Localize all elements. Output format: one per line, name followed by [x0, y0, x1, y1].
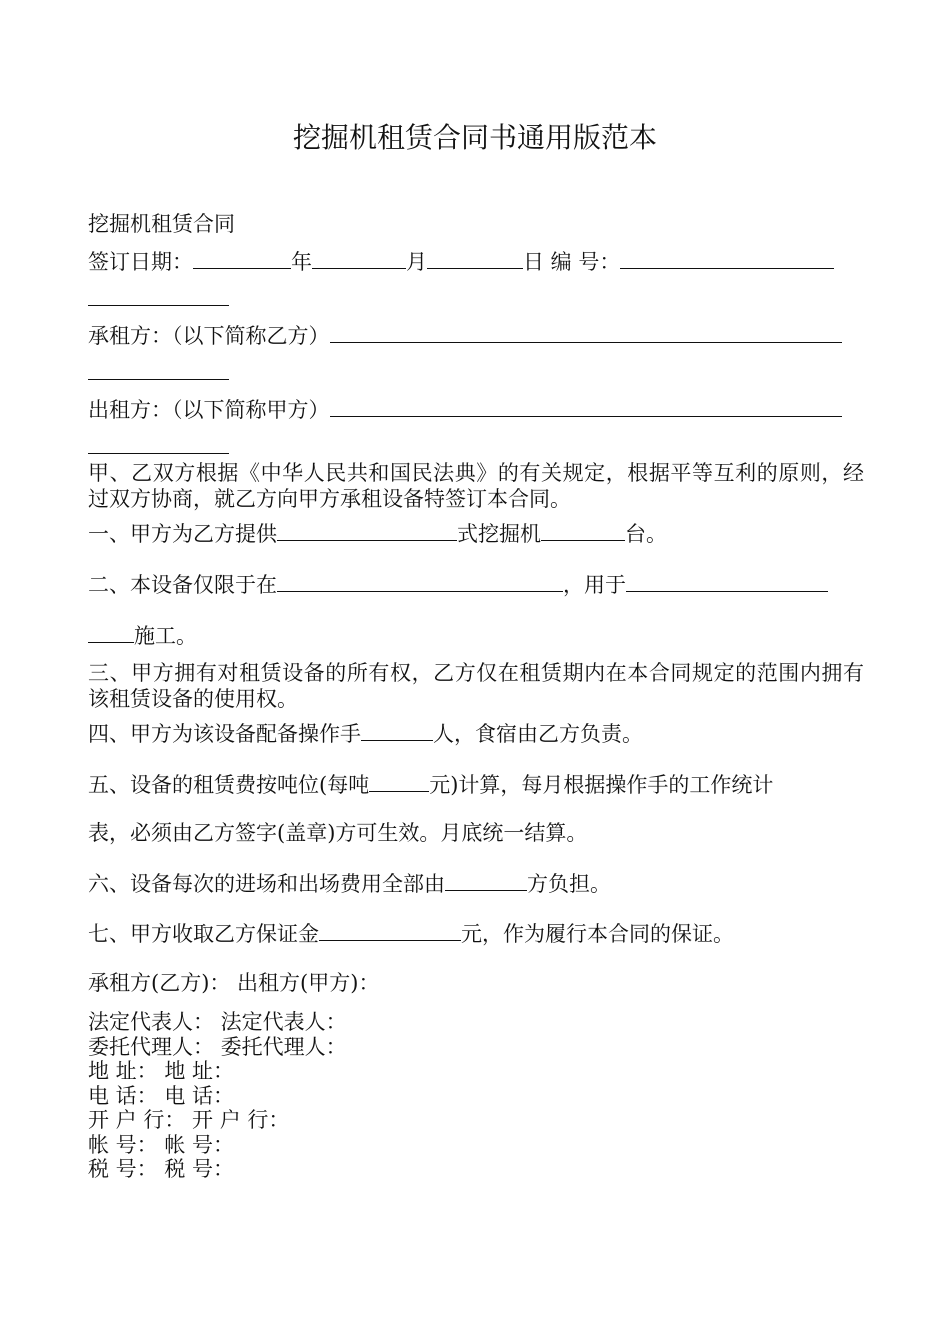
contract-name: 挖掘机租赁合同: [88, 212, 235, 236]
signature-row-agent: 委托代理人： 委托代理人：: [88, 1035, 347, 1059]
clause-2-text-b: ，用于: [563, 573, 626, 597]
month-blank: [312, 246, 406, 269]
clause-5: [88, 769, 773, 799]
lessor-blank: [330, 394, 842, 417]
lessee-line: [88, 320, 842, 350]
clause-1: [88, 518, 667, 548]
signature-parties: 承租方(乙方)： 出租方(甲方)：: [88, 971, 380, 995]
month-label: 月: [406, 250, 427, 274]
sign-date-line: [88, 246, 834, 276]
lessor-blank-cont: [88, 431, 229, 454]
clause-4: [88, 718, 643, 748]
sign-date-line-cont: [88, 283, 229, 313]
clause-7-text-a: 七、甲方收取乙方保证金: [88, 922, 319, 946]
lessor-line: [88, 394, 842, 424]
clause-5-blank-price: [369, 769, 429, 792]
clause-1-blank-model: [277, 518, 457, 541]
clause-2-text-a: 二、本设备仅限于在: [88, 573, 277, 597]
lessor-label: 出租方：（以下简称甲方）: [88, 398, 330, 422]
clause-4-text-b: 人，食宿由乙方负责。: [433, 722, 643, 746]
clause-2-blank-purpose: [626, 569, 828, 592]
clause-3: 三、甲方拥有对租赁设备的所有权，乙方仅在租赁期内在本合同规定的范围内拥有该租赁设备的使用权。: [88, 661, 864, 711]
lessee-blank-cont: [88, 357, 229, 380]
day-blank: [427, 246, 523, 269]
signature-row-address: 地 址： 地 址：: [88, 1059, 235, 1083]
clause-4-blank-operators: [361, 718, 433, 741]
clause-1-text-b: 式挖掘机: [457, 522, 541, 546]
lessor-line-cont: [88, 431, 229, 461]
sign-date-label: 签订日期：: [88, 250, 193, 274]
clause-2-blank-purpose-cont: [88, 620, 134, 643]
lessee-line-cont: [88, 357, 229, 387]
clause-1-text-c: 台。: [625, 522, 667, 546]
clause-6-text-b: 方负担。: [527, 872, 611, 896]
clause-2-cont: [88, 620, 197, 650]
signature-row-legal-rep: 法定代表人： 法定代表人：: [88, 1010, 347, 1034]
clause-2-blank-location: [277, 569, 563, 592]
year-blank: [193, 246, 291, 269]
intro-paragraph: 甲、乙双方根据《中华人民共和国民法典》的有关规定，根据平等互利的原则，经过双方协商，就乙方向甲方承租设备特签订本合同。: [88, 461, 864, 511]
year-label: 年: [291, 250, 312, 274]
number-blank: [620, 246, 834, 269]
clause-5-text-b: 元)计算，每月根据操作手的工作统计: [429, 773, 774, 797]
clause-5-text-a: 五、设备的租赁费按吨位(每吨: [88, 773, 370, 797]
clause-7-blank-deposit: [319, 918, 461, 941]
lessee-blank: [330, 320, 842, 343]
clause-7: [88, 918, 734, 948]
lessee-label: 承租方：（以下简称乙方）: [88, 324, 330, 348]
clause-1-text-a: 一、甲方为乙方提供: [88, 522, 277, 546]
clause-6-blank-party: [445, 868, 527, 891]
signature-row-bank: 开 户 行： 开 户 行：: [88, 1108, 290, 1132]
signature-row-tax-id: 税 号： 税 号：: [88, 1157, 235, 1181]
clause-5-cont: 表，必须由乙方签字(盖章)方可生效。月底统一结算。: [88, 821, 588, 845]
document-title: 挖掘机租赁合同书通用版范本: [292, 121, 657, 154]
number-blank-cont: [88, 283, 229, 306]
clause-4-text-a: 四、甲方为该设备配备操作手: [88, 722, 361, 746]
clause-6-text-a: 六、设备每次的进场和出场费用全部由: [88, 872, 445, 896]
clause-2: [88, 569, 828, 599]
clause-2-text-c: 施工。: [134, 624, 197, 648]
day-number-label: 日 编 号：: [523, 250, 621, 274]
clause-6: [88, 868, 611, 898]
clause-1-blank-count: [541, 518, 625, 541]
clause-7-text-b: 元，作为履行本合同的保证。: [461, 922, 734, 946]
signature-row-phone: 电 话： 电 话：: [88, 1084, 235, 1108]
signature-row-account: 帐 号： 帐 号：: [88, 1133, 235, 1157]
